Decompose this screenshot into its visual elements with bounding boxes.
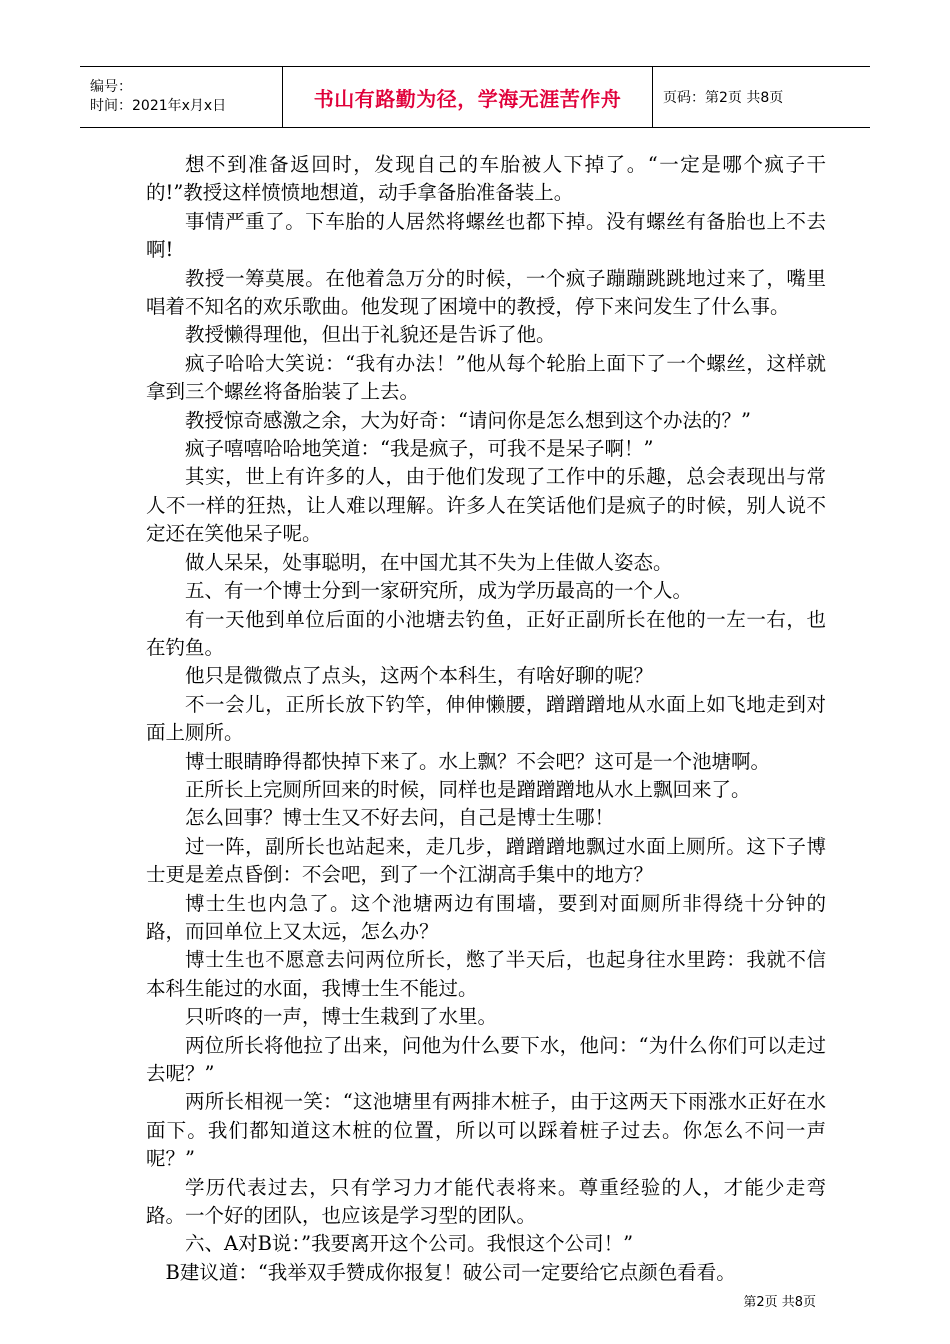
paragraph: 只听咚的一声，博士生栽到了水里。: [185, 1005, 498, 1029]
motto-text: 书山有路勤为径，学海无涯苦作舟: [313, 86, 622, 111]
page-header: [80, 66, 870, 128]
paragraph: 过一阵，副所长也站起来，走几步，蹭蹭蹭地飘过水面上厕所。这下子博士更是差点昏倒：不会吧，到了一个江湖高手集中的地方？: [146, 834, 826, 887]
paragraph: 五、有一个博士分到一家研究所，成为学历最高的一个人。: [185, 579, 693, 603]
paragraph: 其实，世上有许多的人，由于他们发现了工作中的乐趣，总会表现出与常人不一样的狂热，让人难以理解。许多人在笑话他们是疯子的时候，别人说不定还在笑他呆子呢。: [146, 465, 826, 546]
paragraph: 疯子嘻嘻哈哈地笑道：“我是疯子，可我不是呆子啊！”: [185, 437, 654, 461]
footer-page-number: 第2页 共8页: [743, 1295, 816, 1310]
header-page-info: [653, 67, 870, 127]
document-body: [146, 151, 826, 1287]
paragraph: 不一会儿，正所长放下钓竿，伸伸懒腰，蹭蹭蹭地从水面上如飞地走到对面上厕所。: [146, 692, 826, 745]
header-motto: [283, 67, 653, 127]
paragraph: 两所长相视一笑：“这池塘里有两排木桩子，由于这两天下雨涨水正好在水面下。我们都知道这木桩的位置，所以可以踩着桩子过去。你怎么不问一声呢？”: [146, 1090, 826, 1171]
paragraph: 博士生也不愿意去问两位所长，憋了半天后，也起身往水里跨：我就不信本科生能过的水面，我博士生不能过。: [146, 948, 826, 1000]
paragraph: 学历代表过去，只有学习力才能代表将来。尊重经验的人，才能少走弯路。一个好的团队，也应该是学习型的团队。: [146, 1175, 826, 1228]
paragraph: 教授一筹莫展。在他着急万分的时候，一个疯子蹦蹦跳跳地过来了，嘴里唱着不知名的欢乐歌曲。他发现了困境中的教授，停下来问发生了什么事。: [146, 266, 826, 319]
paragraph: 想不到准备返回时，发现自己的车胎被人下掉了。“一定是哪个疯子干的!”教授这样愤愤地想道，动手拿备胎准备装上。: [146, 153, 826, 205]
paragraph: 他只是微微点了点头，这两个本科生，有啥好聊的呢？: [185, 664, 654, 688]
paragraph: 正所长上完厕所回来的时候，同样也是蹭蹭蹭地从水上飘回来了。: [185, 777, 751, 801]
paragraph: 事情严重了。下车胎的人居然将螺丝也都下掉。没有螺丝有备胎也上不去啊!: [146, 209, 826, 262]
header-meta: [80, 67, 283, 127]
page-footer: [743, 1291, 816, 1310]
paragraph: 博士眼睛睁得都快掉下来了。水上飘？不会吧？这可是一个池塘啊。: [185, 749, 771, 773]
paragraph-last: B建议道：“我举双手赞成你报复！破公司一定要给它点颜色看看。: [165, 1260, 736, 1284]
doc-number-label: 编号：: [90, 79, 132, 95]
time-label: 时间：2021年x月x日: [90, 98, 227, 114]
paragraph: 两位所长将他拉了出来，问他为什么要下水，他问：“为什么你们可以走过去呢？”: [146, 1033, 826, 1085]
paragraph: 做人呆呆，处事聪明，在中国尤其不失为上佳做人姿态。: [185, 550, 673, 574]
paragraph: 六、A对B说：”我要离开这个公司。我恨这个公司！”: [185, 1232, 634, 1256]
paragraph: 疯子哈哈大笑说：“我有办法！”他从每个轮胎上面下了一个螺丝，这样就拿到三个螺丝将备胎装了上去。: [146, 351, 826, 404]
page-label: 页码：第2页 共8页: [663, 90, 784, 106]
paragraph: 博士生也内急了。这个池塘两边有围墙，要到对面厕所非得绕十分钟的路，而回单位上又太远，怎么办？: [146, 891, 826, 943]
paragraph: 教授惊奇感激之余，大为好奇：“请问你是怎么想到这个办法的？”: [185, 408, 751, 432]
paragraph: 怎么回事？博士生又不好去问，自己是博士生哪！: [185, 806, 615, 830]
paragraph: 有一天他到单位后面的小池塘去钓鱼，正好正副所长在他的一左一右，也在钓鱼。: [146, 607, 826, 659]
paragraph: 教授懒得理他，但出于礼貌还是告诉了他。: [185, 323, 556, 347]
